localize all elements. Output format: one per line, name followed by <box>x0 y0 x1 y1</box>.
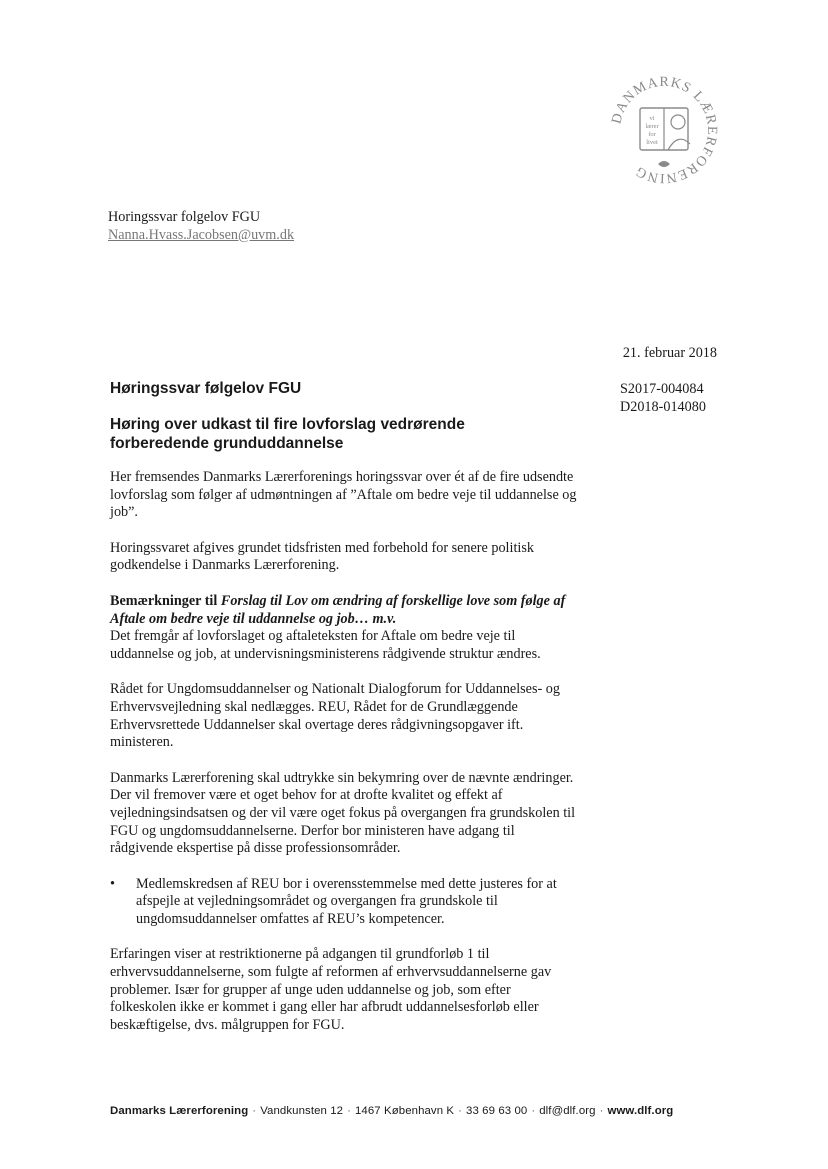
recipient-address <box>108 209 408 244</box>
svg-text:DANMARKS LÆRERFORENING: DANMARKS LÆRERFORENING <box>609 74 720 186</box>
list-item <box>110 876 578 929</box>
svg-text:lærer: lærer <box>645 123 659 130</box>
reference-numbers <box>620 381 740 416</box>
footer-street: Vandkunsten 12 <box>260 1105 344 1117</box>
footer-phone: 33 69 63 00 <box>466 1105 528 1117</box>
recipient-email-link[interactable]: Nanna.Hvass.Jacobsen@uvm.dk <box>108 226 295 243</box>
footer-email-link[interactable]: dlf@dlf.org <box>539 1105 596 1117</box>
paragraph-structure: Det fremgår af lovforslaget og aftaleteksten for Aftale om bedre veje til uddannelse og job, at undervisningsministerens rådgivende struktur ændres. <box>110 628 541 662</box>
footer-org: Danmarks Lærerforening <box>110 1105 249 1117</box>
address-line: Horingssvar folgelov FGU <box>108 209 261 225</box>
paragraph-experience: Erfaringen viser at restriktionerne på adgangen til grundforløb 1 til erhvervsuddannelserne, som fulgte af reformen af erhvervsuddannelserne gav problemer. Især for grupper af unge uden uddannelse og job, som efter folkeskolen ikke er kommet i gang eller har afbrudt uddannelsesforløb eller beskæftigelse, dvs. målgruppen for FGU. <box>110 946 552 1033</box>
svg-text:livet: livet <box>646 139 658 146</box>
footer-separator: · <box>347 1105 351 1117</box>
page-footer <box>110 1105 724 1117</box>
footer-web-link[interactable]: www.dlf.org <box>607 1105 674 1117</box>
reference-s: S2017-004084 <box>620 381 704 397</box>
letter-body <box>110 469 578 1034</box>
footer-separator: · <box>252 1105 257 1117</box>
footer-separator: · <box>531 1105 536 1117</box>
paragraph-reservation: Horingssvaret afgives grundet tidsfristen med forbehold for senere politisk godkendelse i Danmarks Lærerforening. <box>110 539 534 574</box>
danmarks-laererforening-logo <box>606 72 722 188</box>
svg-text:for: for <box>648 131 656 138</box>
paragraph-intro: Her fremsendes Danmarks Lærerforenings horingssvar over ét af de fire udsendte lovforslag som følger af udmøntningen af ”Aftale om bedre veje til uddannelse og job”. <box>110 469 577 521</box>
paragraph-concern: Danmarks Lærerforening skal udtrykke sin bekymring over de nævnte ændringer. Der vil fremover være et oget behov for at drofte kvalitet og effekt af vejledningsindsatsen og der vil være oget fokus på overgangen fra grundskolen til FGU og ungdomsuddannelserne. Derfor bor ministeren have adgang til rådgivende ekspertise på disse professionsområder. <box>110 769 576 857</box>
remarks-heading-prefix: Bemærkninger til <box>110 592 221 609</box>
svg-text:vi: vi <box>649 115 655 122</box>
footer-city: 1467 København K <box>355 1105 455 1117</box>
reference-d: D2018-014080 <box>620 398 706 415</box>
paragraph-councils: Rådet for Ungdomsuddannelser og Nationalt Dialogforum for Uddannelses- og Erhvervsvejledning skal nedlægges. REU, Rådet for de Grundlæggende Erhvervsrettede Uddannelser skal overtage deres rådgivningsopgaver ift. ministeren. <box>110 681 560 751</box>
bullet-list <box>110 876 578 929</box>
footer-separator: · <box>458 1105 463 1117</box>
page-subtitle: Høring over udkast til fire lovforslag vedrørende forberedende grunduddannelse <box>110 416 465 452</box>
letter-date: 21. februar 2018 <box>622 345 717 361</box>
remarks-heading <box>110 593 578 628</box>
remarks-heading-law-title: Forslag til Lov om ændring af forskellige love som følge af Aftale om bedre veje til uddannelse og job… m.v. <box>110 592 566 627</box>
list-item-text: Medlemskredsen af REU bor i overensstemmelse med dette justeres for at afspejle at vejledningsområdet og overgangen fra grundskole til ungdomsuddannelser omfattes af REU’s kompetencer. <box>136 875 557 927</box>
bullet-icon: • <box>110 875 115 892</box>
page-title: Høringssvar følgelov FGU <box>110 380 302 397</box>
footer-separator: · <box>599 1105 604 1117</box>
